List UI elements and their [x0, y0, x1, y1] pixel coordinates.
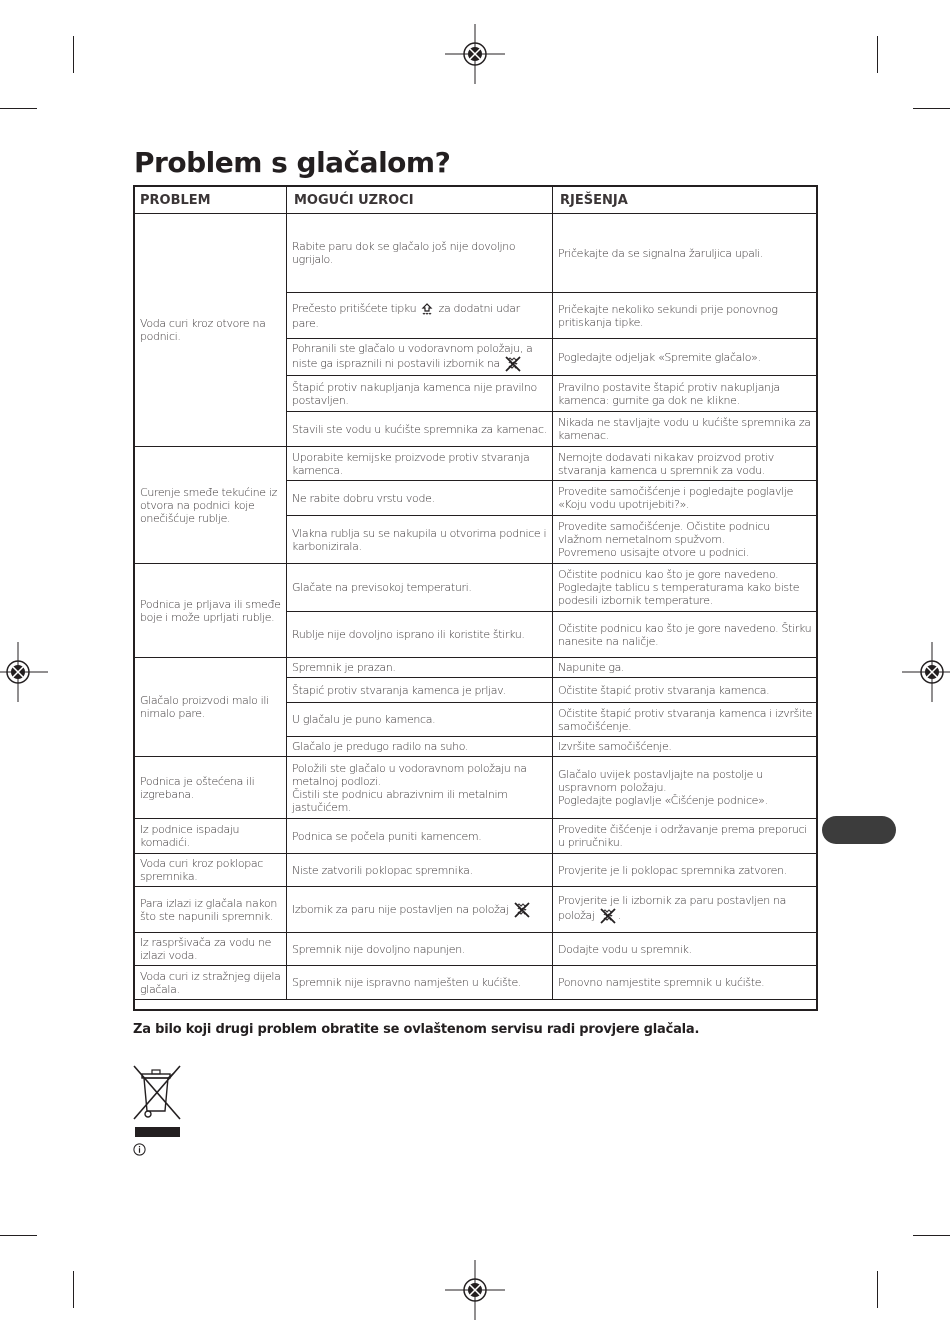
- steam-shot-icon: [416, 302, 438, 315]
- cell-text: Prečesto pritišćete tipku: [292, 302, 417, 315]
- solution-cell: [553, 214, 818, 293]
- cause-text: [292, 581, 471, 594]
- cause-text: [292, 661, 396, 674]
- solution-cell: [553, 966, 818, 1000]
- cell-text: Spremnik nije dovoljno napunjen.: [292, 942, 465, 956]
- solution-text: [558, 247, 763, 260]
- cell-text: Iz podnice ispadaju komadići.: [140, 823, 240, 849]
- solution-cell: [553, 376, 818, 412]
- solution-text: [558, 864, 787, 877]
- cause-text: [292, 901, 532, 919]
- crop-mark: [913, 1235, 950, 1236]
- cell-text: PROBLEM: [140, 192, 211, 208]
- cell-text: Podnica je oštećena ili izgrebana.: [140, 774, 255, 801]
- problem-cell: [135, 214, 287, 447]
- cause-text: [292, 740, 468, 753]
- cause-text: [292, 628, 525, 641]
- solution-cell: [553, 516, 818, 564]
- cell-text: Voda curi kroz otvore na podnici.: [140, 317, 266, 343]
- cell-text: Ponovno namjestite spremnik u kućište.: [558, 976, 765, 989]
- cell-text: Nemojte dodavati nikakav proizvod protiv stvaranja kamenca u spremnik za vodu.: [558, 450, 774, 477]
- cell-text: U glačalu je puno kamenca.: [292, 713, 436, 726]
- cell-text: Podnica je prljava ili smeđe boje i može uprljati rublje.: [140, 597, 281, 624]
- solution-text: [558, 740, 672, 753]
- registration-crosshair-icon: [0, 642, 48, 702]
- page-title: Problem s glačalom?: [134, 146, 451, 179]
- cell-text: Pohranili ste glačalo u vodoravnom položaju, a niste ga ispraznili ni postavili izbornik na: [292, 341, 533, 370]
- cause-text: [292, 423, 547, 436]
- cause-text: [292, 864, 473, 877]
- cell-text: RJEŠENJA: [560, 192, 628, 208]
- registration-crosshair-icon: [902, 642, 950, 702]
- crop-mark: [73, 1271, 74, 1308]
- solution-text: [558, 943, 692, 956]
- problem-cell: [135, 887, 287, 933]
- cell-text: Vlakna rublja su se nakupila u otvorima podnice i karbonizirala.: [292, 526, 547, 553]
- cause-text: [292, 830, 481, 843]
- cause-text: [292, 240, 547, 266]
- cause-cell: [287, 678, 553, 703]
- cell-text: Curenje smeđe tekućine iz otvora na podnici koje onečišćuje rublje.: [140, 485, 277, 525]
- solution-text: [558, 707, 813, 733]
- cause-text: [292, 943, 465, 956]
- crop-mark: [913, 108, 950, 109]
- cell-text: za dodatni udar pare.: [292, 302, 520, 330]
- cell-text: Spremnik je prazan.: [292, 661, 396, 674]
- solution-cell: [553, 658, 818, 678]
- cell-text: Glačate na previsokoj temperaturi.: [292, 581, 472, 594]
- cause-cell: [287, 658, 553, 678]
- solution-cell: [553, 481, 818, 516]
- solution-text: [558, 823, 813, 849]
- cell-text: Napunite ga.: [558, 661, 625, 674]
- cell-text: Iz raspršivača za vodu ne izlazi voda.: [140, 936, 272, 962]
- cell-text: Provedite samočišćenje i pogledajte poglavlje «Koju vodu upotrijebiti?».: [558, 485, 793, 511]
- cell-text: Glačalo je predugo radilo na suho.: [292, 740, 469, 753]
- solution-text: [558, 485, 813, 511]
- cause-text: [292, 976, 521, 989]
- solution-cell: [553, 678, 818, 703]
- solution-cell: [553, 819, 818, 854]
- cell-text: Ne rabite dobru vrstu vode.: [292, 491, 435, 505]
- cause-cell: [287, 757, 553, 819]
- cause-text: [292, 451, 547, 477]
- solution-cell: [553, 293, 818, 339]
- cell-text: Pričekajte da se signalna žaruljica upali.: [558, 246, 764, 260]
- cause-cell: [287, 887, 553, 933]
- solution-text: [558, 416, 813, 442]
- cell-text: Položili ste glačalo u vodoravnom položaju na metalnoj podlozi. Čistili ste podnicu abrazivnim ili metalnim jastučićem.: [292, 761, 527, 814]
- cell-text: Spremnik nije ispravno namješten u kućište.: [292, 976, 522, 989]
- cell-text: Nikada ne stavljajte vodu u kućište spremnika za kamenac.: [558, 416, 811, 442]
- solution-cell: [553, 339, 818, 376]
- cell-text: Provedite samočišćenje. Očistite podnicu vlažnom nemetalnom spužvom. Povremeno usisajte otvore u podnici.: [558, 520, 770, 559]
- cell-text: Štapić protiv stvaranja kamenca je prljav.: [292, 683, 506, 697]
- cell-text: Provjerite je li izbornik za paru postavljen na položaj: [558, 894, 786, 922]
- cell-text: Dodajte vodu u spremnik.: [558, 942, 692, 956]
- column-header: [135, 187, 287, 214]
- cell-text: Rabite paru dok se glačalo još nije dovoljno ugrijalo.: [292, 240, 516, 266]
- no-steam-icon: [500, 357, 523, 370]
- solution-cell: [553, 564, 818, 612]
- troubleshooting-table: [133, 185, 818, 1011]
- cell-text: Stavili ste vodu u kućište spremnika za kamenac.: [292, 422, 547, 436]
- registration-crosshair-icon: [445, 24, 505, 84]
- solution-text: [558, 351, 761, 364]
- column-header: [287, 187, 553, 214]
- cause-cell: [287, 293, 553, 339]
- solution-text: [558, 622, 813, 648]
- crop-mark: [877, 36, 878, 73]
- cell-text: Pričekajte nekoliko sekundi prije ponovnog pritiskanja tipke.: [558, 302, 778, 329]
- problem-cell: [135, 933, 287, 966]
- cell-text: Podnica se počela puniti kamencem.: [292, 829, 482, 843]
- cell-text: Glačalo uvijek postavljajte na postolje u uspravnom položaju. Pogledajte poglavlje «Čišćenje podnice».: [558, 768, 768, 807]
- no-steam-icon: [595, 909, 618, 922]
- cause-cell: [287, 376, 553, 412]
- solution-text: [558, 661, 624, 674]
- solution-cell: [553, 737, 818, 757]
- solution-text: [558, 768, 813, 807]
- cause-cell: [287, 447, 553, 481]
- cause-cell: [287, 612, 553, 658]
- cause-text: [292, 713, 435, 726]
- cell-text: Očistite štapić protiv stvaranja kamenca i izvršite samočišćenje.: [558, 706, 813, 733]
- cell-text: .: [617, 909, 621, 922]
- cell-text: Očistite štapić protiv stvaranja kamenca.: [558, 683, 770, 697]
- cell-text: Uporabite kemijske proizvode protiv stvaranja kamenca.: [292, 450, 530, 477]
- problem-cell: [135, 966, 287, 1000]
- cause-text: [292, 381, 547, 407]
- cell-text: Pogledajte odjeljak «Spremite glačalo».: [558, 350, 761, 364]
- problem-cell: [135, 658, 287, 757]
- info-circle-icon: [133, 1143, 146, 1156]
- no-steam-icon: [509, 903, 532, 916]
- crop-mark: [0, 108, 37, 109]
- cause-cell: [287, 412, 553, 447]
- solution-cell: [553, 933, 818, 966]
- cause-text: [292, 684, 506, 697]
- cell-text: Voda curi iz stražnjeg dijela glačala.: [140, 969, 281, 996]
- problem-cell: [135, 564, 287, 658]
- registration-crosshair-icon: [445, 1260, 505, 1320]
- cause-text: [292, 762, 547, 814]
- cause-text: [292, 527, 547, 553]
- cell-text: MOGUĆI UZROCI: [294, 192, 414, 208]
- crop-mark: [73, 36, 74, 73]
- cell-text: Pravilno postavite štapić protiv nakupljanja kamenca: gurnite ga dok ne klikne.: [558, 380, 780, 407]
- solution-text: [558, 568, 813, 607]
- cause-text: [292, 301, 547, 330]
- cell-text: Niste zatvorili poklopac spremnika.: [292, 863, 473, 877]
- solution-text: [558, 303, 813, 329]
- cell-text: Glačalo proizvodi malo ili nimalo pare.: [140, 694, 269, 720]
- solution-text: [558, 976, 764, 989]
- cell-text: Očistite podnicu kao što je gore navedeno. Pogledajte tablicu s temperaturama kako biste podesili izbornik temperature.: [558, 568, 800, 607]
- cause-cell: [287, 516, 553, 564]
- cell-text: Izvršite samočišćenje.: [558, 740, 672, 753]
- cause-cell: [287, 564, 553, 612]
- cause-text: [292, 342, 547, 373]
- cause-cell: [287, 703, 553, 737]
- cell-text: Rublje nije dovoljno isprano ili koristite štirku.: [292, 628, 525, 641]
- cause-cell: [287, 481, 553, 516]
- solution-cell: [553, 447, 818, 481]
- column-header: [553, 187, 818, 214]
- cause-cell: [287, 339, 553, 376]
- problem-cell: [135, 819, 287, 854]
- cell-text: Štapić protiv nakupljanja kamenca nije pravilno postavljen.: [292, 380, 537, 407]
- problem-cell: [135, 854, 287, 887]
- solution-cell: [553, 612, 818, 658]
- crop-mark: [0, 1235, 37, 1236]
- cell-text: Izbornik za paru nije postavljen na položaj: [292, 902, 509, 916]
- problem-cell: [135, 447, 287, 564]
- cell-text: Očistite podnicu kao što je gore navedeno. Štirku nanesite na naličje.: [558, 621, 812, 648]
- cause-cell: [287, 966, 553, 1000]
- solution-text: [558, 451, 813, 477]
- solution-text: [558, 381, 813, 407]
- cause-cell: [287, 819, 553, 854]
- cell-text: Provjerite je li poklopac spremnika zatvoren.: [558, 863, 787, 877]
- language-tab: [822, 816, 896, 844]
- crossed-out-wheelie-bin-icon: [131, 1063, 183, 1139]
- cause-cell: [287, 214, 553, 293]
- cell-text: Provedite čišćenje i održavanje prema preporuci u priručniku.: [558, 823, 808, 849]
- solution-cell: [553, 703, 818, 737]
- solution-cell: [553, 412, 818, 447]
- solution-cell: [553, 757, 818, 819]
- cell-text: Para izlazi iz glačala nakon što ste napunili spremnik.: [140, 896, 277, 923]
- solution-text: [558, 894, 813, 925]
- problem-cell: [135, 757, 287, 819]
- cause-text: [292, 492, 435, 505]
- footnote: Za bilo koji drugi problem obratite se ovlaštenom servisu radi provjere glačala.: [133, 1022, 700, 1037]
- solution-text: [558, 684, 769, 697]
- solution-text: [558, 520, 813, 559]
- cause-cell: [287, 737, 553, 757]
- solution-cell: [553, 854, 818, 887]
- crop-mark: [877, 1271, 878, 1308]
- solution-cell: [553, 887, 818, 933]
- cause-cell: [287, 854, 553, 887]
- cause-cell: [287, 933, 553, 966]
- cell-text: Voda curi kroz poklopac spremnika.: [140, 857, 263, 883]
